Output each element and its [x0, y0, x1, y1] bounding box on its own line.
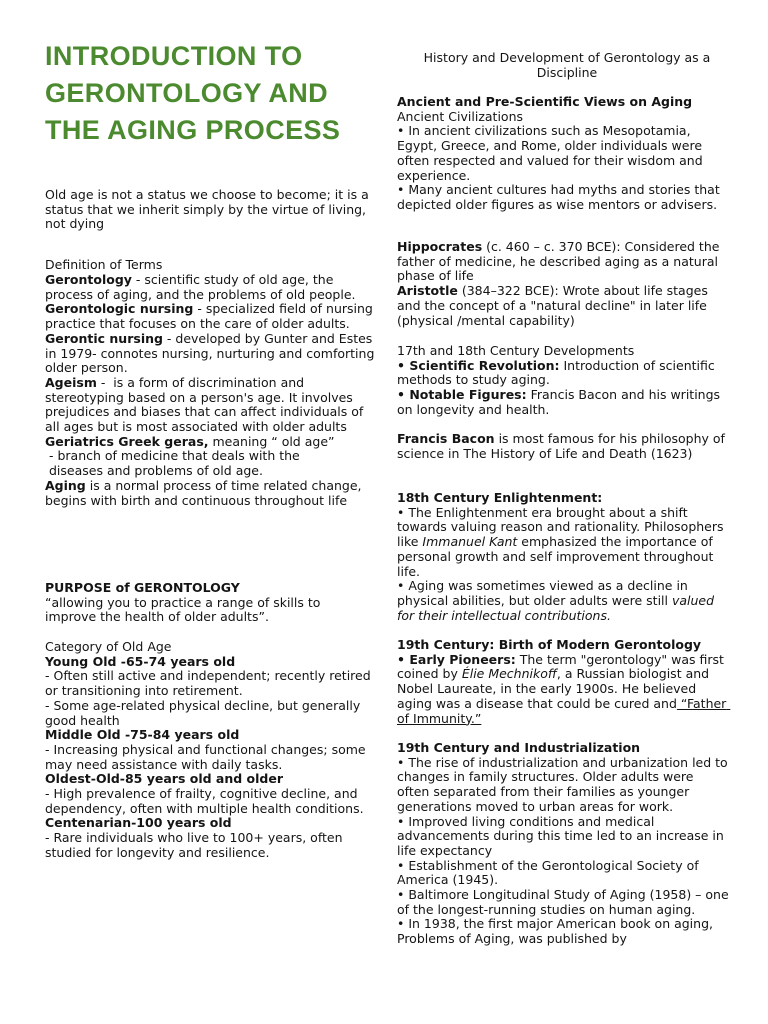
c19-text: , a Russian biologist and Nobel Laureate, in the early 1900s. He believed aging was a disease that could be cured and	[397, 666, 714, 711]
term-name: Gerontology	[45, 272, 132, 287]
ancient-point: • Many ancient cultures had myths and stories that depicted older figures as wise mentors or advisers.	[397, 182, 724, 212]
bacon-entry	[397, 432, 729, 461]
c18-text: • Aging was sometimes viewed as a decline in physical abilities, but older adults were still	[397, 578, 692, 608]
c19-label: • Early Pioneers:	[397, 651, 516, 667]
bacon-name: Francis Bacon	[397, 431, 495, 446]
ancient-section	[397, 95, 729, 213]
philosophers-section	[397, 240, 729, 328]
definitions-heading: Definition of Terms	[45, 257, 163, 272]
hippocrates-entry	[397, 240, 729, 284]
industrialization-point: • Improved living conditions and medical advancements during this time led to an increase in life expectancy	[397, 813, 728, 858]
aristotle-name: Aristotle	[397, 283, 458, 299]
ancient-subheading: Ancient Civilizations	[397, 108, 524, 124]
category-point: - High prevalence of frailty, cognitive decline, and dependency, often with multiple health conditions.	[45, 786, 364, 816]
term-text: is a normal process of time related change, begins with birth and continuous throughout life	[45, 477, 366, 508]
c19-section	[397, 638, 729, 726]
term-name: Gerontic nursing	[45, 330, 163, 346]
definitions-list	[45, 272, 379, 508]
hippocrates-name: Hippocrates	[397, 239, 483, 254]
category-name: Middle Old -75-84 years old	[45, 727, 240, 743]
industrialization-point: • Baltimore Longitudinal Study of Aging (1958) – one of the longest-running studies on human aging.	[397, 887, 733, 917]
definition-aging	[45, 479, 375, 508]
industrialization-point: • Establishment of the Gerontological Society of America (1945).	[397, 857, 703, 888]
category-point: - Increasing physical and functional changes; some may need assistance with daily tasks.	[45, 741, 370, 772]
term-name: Aging	[45, 477, 86, 493]
mechnikoff-name: Élie Mechnikoff	[461, 666, 557, 682]
category-name: Centenarian-100 years old	[45, 815, 232, 831]
ancient-point: • In ancient civilizations such as Mesopotamia, Egypt, Greece, and Rome, older individuals were often respected and valued for their wisdom and experience.	[397, 123, 707, 183]
c18-section	[397, 491, 729, 623]
term-text: - is a form of discrimination and stereotyping based on a person's age. It involves prejudices and biases that can affect individuals of all ages but is most associated with older adults	[45, 374, 368, 435]
category-name: Young Old -65-74 years old	[45, 653, 236, 669]
kant-name: Immanuel Kant	[422, 534, 518, 550]
c18-heading: 18th Century Enlightenment:	[397, 490, 603, 505]
term-name: Gerontologic nursing	[45, 301, 194, 317]
term-text: - developed by Gunter and Estes in 1979- connotes nursing, nurturing and comforting older person.	[45, 330, 379, 376]
term-name: Geriatrics Greek geras,	[45, 433, 209, 449]
c17-text: Francis Bacon and his writings on longevity and health.	[397, 387, 725, 417]
c19-heading: 19th Century: Birth of Modern Gerontology	[397, 637, 702, 652]
category-section	[45, 640, 375, 861]
definition-gerontologic-nursing	[45, 302, 375, 331]
c18-point	[397, 506, 729, 580]
bacon-text: is most famous for his philosophy of science in The History of Life and Death (1623)	[397, 431, 729, 461]
page-title: INTRODUCTION TO GERONTOLOGY AND THE AGING PROCESS	[45, 41, 341, 145]
c18-text: • The Enlightenment era brought about a shift towards valuing reason and rationality. Philosophers like	[397, 504, 728, 550]
industrialization-section	[397, 740, 733, 947]
c18-italic-text: valued for their intellectual contributions.	[397, 592, 719, 623]
definition-geriatrics	[45, 435, 375, 479]
definition-gerontic-nursing	[45, 330, 379, 376]
term-text: meaning “ old age” - branch of medicine that deals with the diseases and problems of old age.	[48, 433, 335, 479]
industrialization-point: • The rise of industrialization and urbanization led to changes in family structures. Older adults were often separated from their families as younger generations moved to urban areas for work.	[397, 754, 732, 814]
c17-label: • Scientific Revolution:	[397, 357, 560, 373]
c17-label: • Notable Figures:	[397, 387, 527, 403]
c18-text: emphasized the importance of personal growth and self improvement throughout life.	[397, 534, 718, 579]
purpose-text: “allowing you to practice a range of skills to improve the health of older adults”.	[45, 594, 325, 625]
c17-heading: 17th and 18th Century Developments	[397, 343, 635, 358]
c17-section	[397, 344, 729, 418]
term-text: - specialized field of nursing practice that focuses on the care of older adults.	[45, 301, 377, 332]
category-point: - Often still active and independent; recently retired or transitioning into retirement.	[45, 668, 375, 699]
industrialization-heading: 19th Century and Industrialization	[397, 740, 641, 755]
c17-scientific-revolution	[397, 359, 729, 388]
hippocrates-text: (c. 460 – c. 370 BCE): Considered the father of medicine, he described aging as a natural phase of life	[397, 239, 724, 284]
ancient-heading: Ancient and Pre-Scientific Views on Aging	[397, 94, 693, 109]
purpose-section	[45, 581, 375, 625]
aristotle-text: (384–322 BCE): Wrote about life stages and the concept of a "natural decline" in later life (physical /mental capability)	[397, 283, 712, 328]
c18-point	[397, 579, 729, 623]
term-name: Ageism	[45, 374, 97, 390]
father-of-immunity: “Father of Immunity.”	[397, 695, 731, 726]
purpose-heading: PURPOSE of GERONTOLOGY	[45, 580, 240, 595]
term-text: - scientific study of old age, the process of aging, and the problems of old people.	[45, 272, 356, 302]
history-heading: History and Development of Gerontology as a Discipline	[423, 50, 715, 80]
definition-gerontology	[45, 273, 375, 302]
category-point: - Rare individuals who live to 100+ years, often studied for longevity and resilience.	[45, 830, 347, 860]
aristotle-entry	[397, 284, 729, 328]
category-point: - Some age-related physical decline, but generally good health	[45, 697, 365, 728]
c17-notable-figures	[397, 388, 729, 417]
industrialization-point: • In 1938, the first major American book on aging, Problems of Aging, was published by	[397, 916, 717, 947]
c17-text: Introduction of scientific methods to study aging.	[397, 357, 719, 388]
definition-ageism	[45, 376, 375, 435]
c19-text: The term "gerontology" was first coined by	[397, 651, 728, 682]
c19-point	[397, 653, 729, 727]
category-name: Oldest-Old-85 years old and older	[45, 771, 284, 787]
category-heading: Category of Old Age	[45, 639, 172, 654]
opening-quote: Old age is not a status we choose to become; it is a status that we inherit simply by the virtue of living, not dying	[45, 187, 373, 232]
